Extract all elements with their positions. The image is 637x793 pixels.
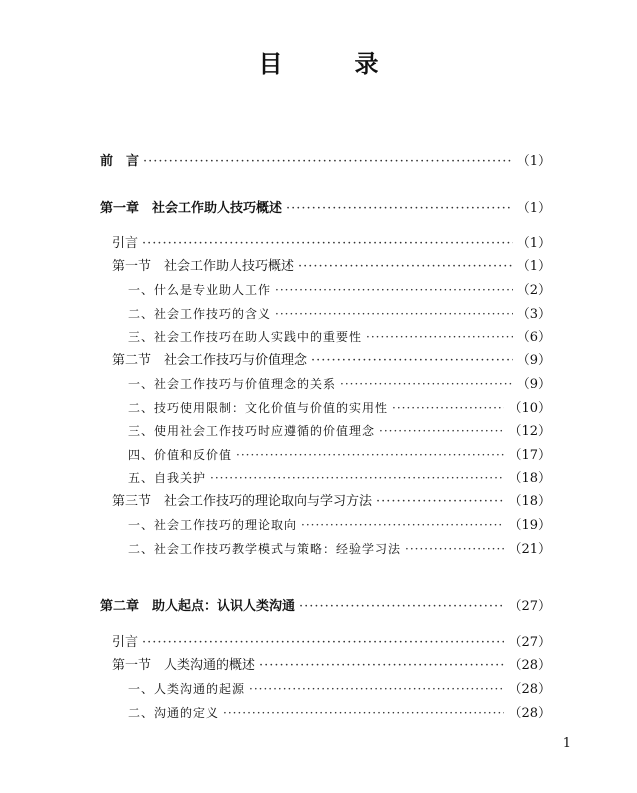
toc-entry-page: （12） [508, 424, 551, 439]
toc-entry-page: （9） [516, 353, 551, 368]
toc-entry-page: （27） [508, 599, 551, 614]
toc-entry-page: （27） [508, 635, 551, 650]
toc-entry-intro[interactable] [112, 633, 551, 653]
toc-entry-page: （1） [516, 201, 551, 216]
leader-dots [311, 351, 513, 371]
toc-entry-subsection[interactable] [128, 468, 551, 488]
toc-entry-text: 三、社会工作技巧在助人实践中的重要性 [128, 330, 363, 344]
toc-entry-text: 四、价值和反价值 [128, 448, 233, 462]
toc-entry-page: （28） [508, 682, 551, 697]
toc-entry-page: （2） [516, 283, 551, 298]
toc-entry-subsection[interactable] [128, 280, 551, 300]
leader-dots [379, 421, 504, 441]
toc-entry-preface[interactable] [100, 152, 551, 172]
toc-entry-text: 一、社会工作技巧的理论取向 [128, 518, 298, 532]
toc-entry-page: （9） [516, 377, 551, 392]
leader-dots [286, 199, 513, 219]
toc-entry-text: 第二节 社会工作技巧与价值理念 [112, 353, 308, 368]
toc-entry-text: 二、沟通的定义 [128, 706, 220, 720]
leader-dots [249, 679, 504, 699]
toc-entry-text: 一、社会工作技巧与价值理念的关系 [128, 377, 337, 391]
toc-entry-page: （1） [516, 236, 551, 251]
toc-entry-section[interactable] [112, 656, 551, 676]
leader-dots [405, 539, 504, 559]
toc-entry-page: （18） [508, 471, 551, 486]
toc-entry-subsection[interactable] [128, 374, 551, 394]
toc-entry-text: 第一节 人类沟通的概述 [112, 658, 256, 673]
toc-entry-page: （10） [508, 401, 551, 416]
toc-entry-text: 二、社会工作技巧教学模式与策略：经验学习法 [128, 542, 402, 556]
toc-entry-page: （18） [508, 494, 551, 509]
leader-dots [299, 597, 504, 617]
leader-dots [275, 304, 513, 324]
toc-entry-subsection[interactable] [128, 679, 551, 699]
toc-entry-subsection[interactable] [128, 421, 551, 441]
leader-dots [142, 633, 504, 653]
leader-dots [366, 327, 513, 347]
toc-entry-text: 前 言 [100, 154, 140, 169]
toc-entry-text: 二、技巧使用限制：文化价值与价值的实用性 [128, 401, 389, 415]
toc-entry-subsection[interactable] [128, 703, 551, 723]
toc-entry-text: 第三节 社会工作技巧的理论取向与学习方法 [112, 494, 373, 509]
leader-dots [275, 280, 513, 300]
toc-entry-section[interactable] [112, 351, 551, 371]
leader-dots [210, 468, 504, 488]
toc-entry-text: 引言 [112, 236, 139, 251]
toc-entry-subsection[interactable] [128, 515, 551, 535]
toc-entry-page: （21） [508, 542, 551, 557]
toc-entry-text: 引言 [112, 635, 139, 650]
toc-entry-intro[interactable] [112, 234, 551, 254]
leader-dots [143, 152, 513, 172]
leader-dots [236, 445, 504, 465]
leader-dots [223, 703, 504, 723]
toc-entry-subsection[interactable] [128, 539, 551, 559]
toc-entry-text: 一、什么是专业助人工作 [128, 283, 272, 297]
toc-entry-section[interactable] [112, 492, 551, 512]
toc-entry-text: 第一节 社会工作助人技巧概述 [112, 259, 295, 274]
page-number: 1 [562, 736, 571, 751]
toc-entry-chapter-1[interactable] [100, 199, 551, 219]
toc-entry-page: （3） [516, 307, 551, 322]
toc-entry-text: 第一章 社会工作助人技巧概述 [100, 201, 283, 216]
toc-entry-subsection[interactable] [128, 445, 551, 465]
leader-dots [142, 234, 513, 254]
toc-entry-subsection[interactable] [128, 398, 551, 418]
toc-entry-page: （1） [516, 259, 551, 274]
toc-entry-page: （6） [516, 330, 551, 345]
toc-entry-page: （17） [508, 448, 551, 463]
toc-entry-chapter-2[interactable] [100, 597, 551, 617]
toc-entry-subsection[interactable] [128, 304, 551, 324]
toc-entry-text: 第二章 助人起点：认识人类沟通 [100, 599, 296, 614]
leader-dots [376, 492, 504, 512]
toc-entry-text: 二、社会工作技巧的含义 [128, 307, 272, 321]
toc-entry-text: 一、人类沟通的起源 [128, 682, 246, 696]
toc-entry-page: （28） [508, 658, 551, 673]
toc-entry-subsection[interactable] [128, 327, 551, 347]
leader-dots [301, 515, 504, 535]
toc-entry-section[interactable] [112, 257, 551, 277]
toc-entry-page: （1） [516, 154, 551, 169]
page-title: 目 录 [258, 49, 403, 78]
leader-dots [392, 398, 504, 418]
leader-dots [340, 374, 513, 394]
toc-entry-page: （19） [508, 518, 551, 533]
leader-dots [298, 257, 513, 277]
toc-entry-page: （28） [508, 706, 551, 721]
toc-entry-text: 三、使用社会工作技巧时应遵循的价值理念 [128, 424, 376, 438]
toc-entry-text: 五、自我关护 [128, 471, 207, 485]
leader-dots [259, 656, 504, 676]
